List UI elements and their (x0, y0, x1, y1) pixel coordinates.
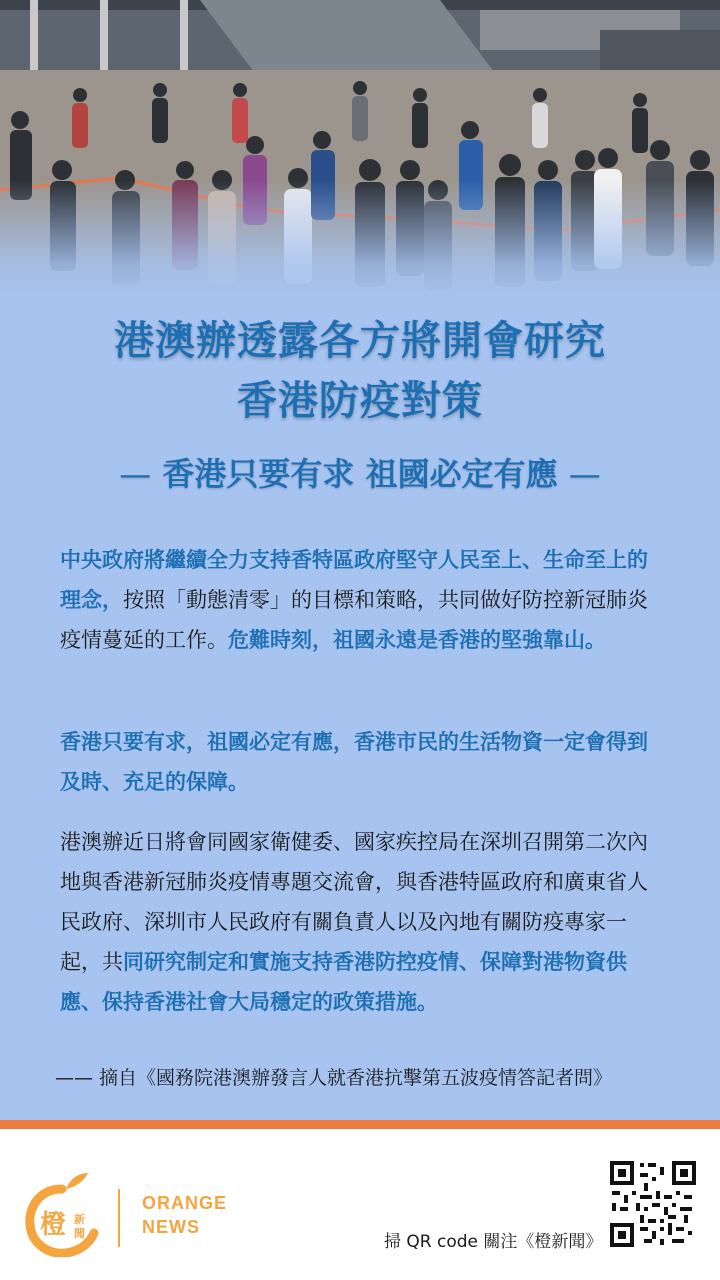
logo-char: 橙 (40, 1210, 67, 1240)
paragraph-1-text: 按照「動態清零」的目標和策略，共同做好防控新冠肺炎疫情蔓延的工作。 (60, 588, 648, 652)
brand-name (142, 1191, 227, 1239)
subtitle-dash-right: — (568, 455, 601, 493)
paragraph-3-highlight: 同研究制定和實施支持香港防控疫情、保障對港物資供應、保持香港社會大局穩定的政策措施。 (60, 950, 627, 1014)
paragraph-3 (60, 822, 662, 1022)
headline-line-1: 港澳辦透露各方將開會研究 (114, 318, 606, 364)
logo-small-2: 聞 (74, 1227, 85, 1240)
paragraph-1-highlight-2: 危難時刻，祖國永遠是香港的堅強靠山。 (228, 628, 606, 652)
photo-fade (0, 180, 720, 300)
subtitle (0, 450, 720, 498)
source-citation: —— 摘自《國務院港澳辦發言人就香港抗擊第五波疫情答記者問》 (55, 1067, 613, 1089)
qr-code[interactable] (608, 1159, 698, 1249)
headline-line-2: 香港防疫對策 (237, 378, 483, 424)
logo-small-1: 新 (74, 1213, 85, 1226)
paragraph-3-text: 港澳辦近日將會同國家衛健委、國家疾控局在深圳召開第二次內地與香港新冠肺炎疫情專題交流會，與香港特區政府和廣東省人民政府、深圳市人民政府有關負責人以及內地有關防疫專家一起，共 (60, 830, 648, 974)
qr-code-icon (608, 1159, 698, 1249)
footer (0, 1129, 720, 1280)
orange-logo-icon (22, 1167, 102, 1257)
logo-divider (118, 1189, 120, 1247)
hero-photo-queue (0, 0, 720, 300)
paragraph-1-highlight-1: 中央政府將繼續全力支持香特區政府堅守人民至上、生命至上的理念， (60, 548, 648, 612)
subtitle-dash-left: — (119, 455, 152, 493)
brand-line-2: NEWS (142, 1217, 200, 1237)
paragraph-1 (60, 540, 662, 660)
paragraph-2 (60, 722, 662, 802)
orange-news-logo[interactable] (22, 1167, 102, 1257)
paragraph-2-highlight: 香港只要有求，祖國必定有應，香港市民的生活物資一定會得到及時、充足的保障。 (60, 730, 648, 794)
subtitle-text: 香港只要有求 祖國必定有應 (162, 455, 558, 493)
scan-qr-caption: 掃 QR code 關注《橙新聞》 (384, 1232, 603, 1252)
footer-divider-bar (0, 1120, 720, 1129)
brand-line-1: ORANGE (142, 1193, 228, 1213)
